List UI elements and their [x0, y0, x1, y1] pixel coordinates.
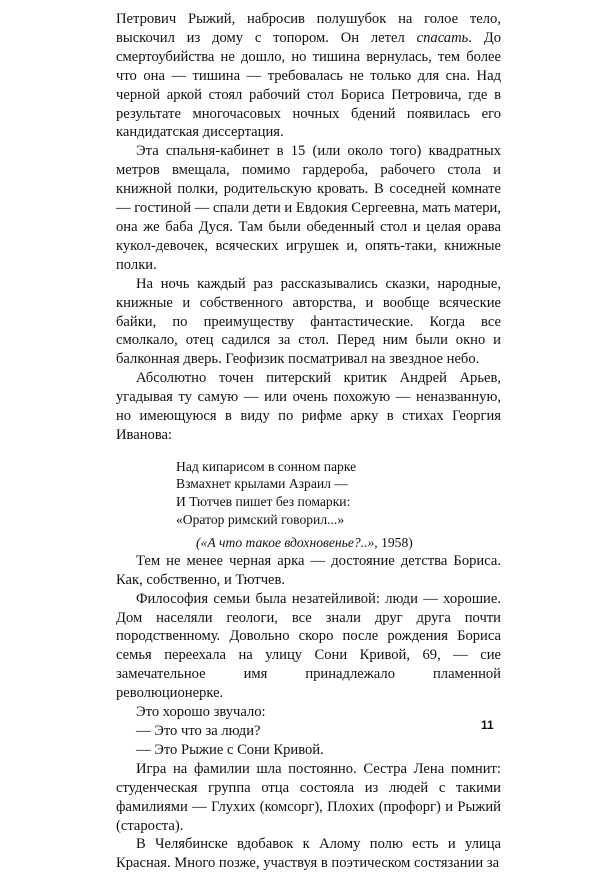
- poem-line: И Тютчев пишет без помарки:: [176, 494, 351, 510]
- paragraph-8: Игра на фамилии шла постоянно. Сестра Лена помнит: студенческая группа отца состояла из людей с такими фамилиями — Глухих (комсорг), Плохих (профорг) и Рыжий (староста).: [116, 760, 501, 834]
- poem-line: «Оратор римский говорил...»: [176, 511, 345, 527]
- paragraph-4: Абсолютно точен питерский критик Андрей Арьев, угадывая ту самую — или очень похожую — неназванную, но имеющуюся в виду по рифме арку в стихах Георгия Иванова:: [116, 370, 501, 443]
- paragraph-9: В Челябинске вдобавок к Алому полю есть и улица Красная. Много позже, участвуя в поэтическом состязании за: [116, 836, 501, 872]
- poem-source: [196, 534, 501, 552]
- paragraph-6: Философия семьи была незатейливой: люди — хорошие. Дом населяли геологи, все знали друг друга почти породственному. Довольно скоро после рождения Бориса семья переехала на улицу Сони Кривой, 69, — сие замечательное имя принадлежало пламенной революционерке.: [116, 590, 501, 702]
- poem-quote: [176, 458, 501, 528]
- poem-source-year: , 1958): [374, 535, 413, 551]
- paragraph-2: Эта спальня-кабинет в 15 (или около того) квадратных метров вмещала, помимо гардероба, рабочего стола и книжной полки, родительскую кровать. В соседней комнате — гостиной — спали дети и Евдокия Сергеевна, мать матери, она же баба Дуся. Там были обеденный стол и целая орава кукол-девочек, всяческих игрушек и, опять-таки, книжные полки.: [116, 143, 501, 273]
- paragraph-1: Петрович Рыжий, набросив полушубок на голое тело, выскочил из дому с топором. Он летел спасать. До смертоубийства не дошло, но тишина вернулась, тем более что она — тишина — требовалась не только для сна. Над черной аркой стоял рабочий стол Бориса Петровича, где в результате многочасовых ночных бдений появилась его кандидатская диссертация.: [116, 11, 501, 141]
- paragraph-3: На ночь каждый раз рассказывались сказки, народные, книжные и собственного авторства, и вообще всяческие байки, по преимуществу фантастические. Когда все смолкало, отец садился за стол. Перед ним были окно и балконная дверь. Геофизик посматривал на звездное небо.: [116, 275, 501, 368]
- dialogue-line-2: — Это Рыжие с Сони Кривой.: [136, 741, 324, 758]
- poem-source-title: («А что такое вдохновенье?..»: [196, 535, 375, 551]
- page-body: [116, 10, 501, 873]
- page-number: 11: [481, 718, 494, 732]
- poem-line: Над кипарисом в сонном парке: [176, 458, 357, 474]
- dialogue-line-1: — Это что за люди?: [136, 722, 261, 739]
- paragraph-7: Это хорошо звучало:: [136, 704, 266, 721]
- emphasis: спасать: [416, 29, 469, 46]
- paragraph-5: Тем не менее черная арка — достояние детства Бориса. Как, собственно, и Тютчев.: [116, 552, 501, 588]
- poem-line: Взмахнет крылами Азраил —: [176, 476, 348, 492]
